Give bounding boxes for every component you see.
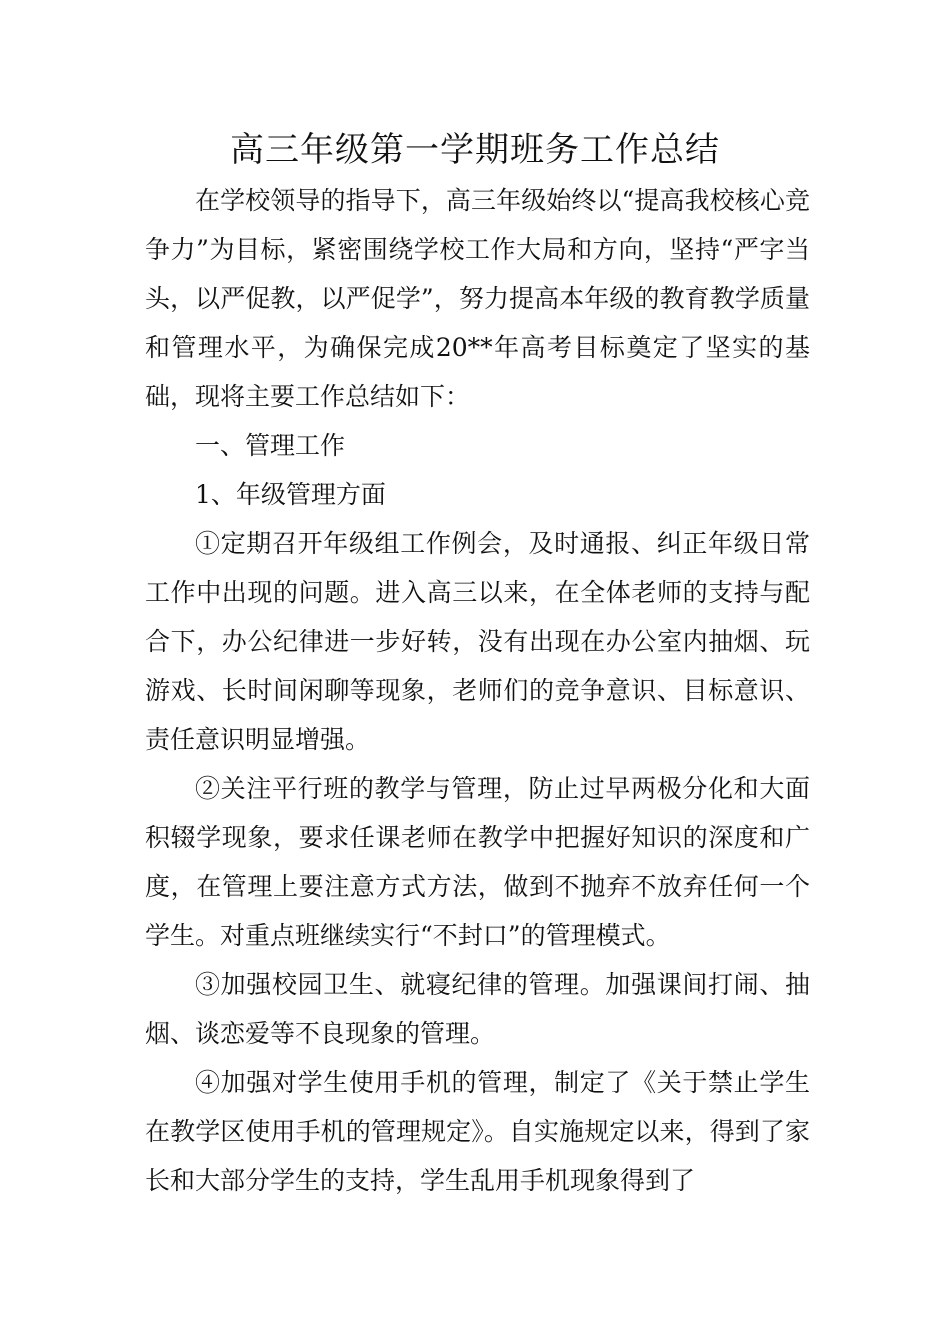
paragraph-item-3: ③加强校园卫生、就寝纪律的管理。加强课间打闹、抽烟、谈恋爱等不良现象的管理。 bbox=[145, 970, 810, 1048]
paragraph-intro: 在学校领导的指导下，高三年级始终以“提高我校核心竞争力”为目标，紧密围绕学校工作大局和方向，坚持“严字当头，以严促教，以严促学”，努力提高本年级的教育教学质量和管理水平，为确保完成20**年高考目标奠定了坚实的基础，现将主要工作总结如下： bbox=[145, 186, 810, 411]
section-heading: 一、管理工作 bbox=[195, 431, 346, 460]
document-title: 高三年级第一学期班务工作总结 bbox=[230, 130, 720, 170]
paragraph-item-4: ④加强对学生使用手机的管理，制定了《关于禁止学生在教学区使用手机的管理规定》。自实施规定以来，得到了家长和大部分学生的支持，学生乱用手机现象得到了 bbox=[145, 1068, 810, 1195]
paragraph-item-1: ①定期召开年级组工作例会，及时通报、纠正年级日常工作中出现的问题。进入高三以来，在全体老师的支持与配合下，办公纪律进一步好转，没有出现在办公室内抽烟、玩游戏、长时间闲聊等现象，老师们的竞争意识、目标意识、责任意识明显增强。 bbox=[145, 529, 810, 754]
document-body bbox=[145, 176, 810, 1205]
subsection-heading: 1、年级管理方面 bbox=[195, 480, 386, 509]
paragraph-item-2: ②关注平行班的教学与管理，防止过早两极分化和大面积辍学现象，要求任课老师在教学中把握好知识的深度和广度，在管理上要注意方式方法，做到不抛弃不放弃任何一个学生。对重点班继续实行“不封口”的管理模式。 bbox=[145, 774, 810, 950]
